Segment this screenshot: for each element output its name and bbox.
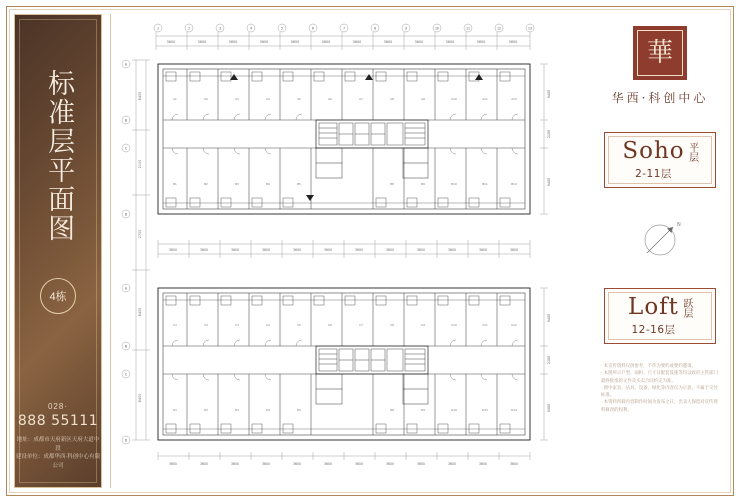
svg-text:A: A [124,62,128,67]
address-line-2: 建设单位：成都华西·科创中心有限公司 [15,454,101,470]
right-legend-column [596,26,724,476]
svg-text:D11: D11 [482,408,488,412]
svg-text:8: 8 [373,26,377,31]
svg-text:3600: 3600 [292,248,302,252]
svg-text:A10: A10 [451,97,457,101]
svg-text:D3: D3 [235,408,239,412]
svg-text:9: 9 [404,26,408,31]
svg-text:3600: 3600 [292,462,302,466]
svg-text:3600: 3600 [166,40,176,44]
svg-text:8400: 8400 [547,89,551,99]
svg-text:3600: 3600 [261,248,271,252]
svg-text:3600: 3600 [478,248,488,252]
soho-tag [604,132,716,188]
svg-text:11: 11 [465,26,471,31]
soho-tag-sub: 平层 [686,142,698,163]
svg-text:3600: 3600 [228,40,238,44]
svg-text:3600: 3600 [385,248,395,252]
svg-text:3600: 3600 [168,248,178,252]
svg-text:A12: A12 [511,97,517,101]
svg-text:3600: 3600 [445,40,455,44]
svg-text:A5: A5 [297,97,301,101]
svg-text:3600: 3600 [447,248,457,252]
svg-text:3600: 3600 [261,462,271,466]
svg-text:C10: C10 [451,323,457,327]
svg-text:3600: 3600 [259,40,269,44]
svg-text:3600: 3600 [508,40,518,44]
svg-text:13: 13 [527,26,533,31]
svg-text:3600: 3600 [383,40,393,44]
svg-text:2: 2 [187,26,191,31]
svg-text:2100: 2100 [547,129,551,139]
svg-text:B5: B5 [297,182,301,186]
svg-text:D: D [124,212,128,217]
logo-mark-icon: 華 [633,26,687,80]
svg-text:8400: 8400 [547,403,551,413]
svg-text:A9: A9 [421,97,425,101]
svg-text:C12: C12 [511,323,517,327]
svg-text:B: B [124,344,128,349]
loft-tag [604,288,716,344]
legal-line-2: · 本图所示户型、面积、尺寸及配套设施等均以政府主管部门最终批准的文件及买卖合同约定为准。 [601,370,718,383]
svg-text:1: 1 [156,26,160,31]
svg-text:8400: 8400 [547,313,551,323]
svg-text:C7: C7 [359,323,363,327]
svg-text:A3: A3 [235,97,239,101]
svg-text:4: 4 [249,26,253,31]
svg-text:D8: D8 [390,408,394,412]
svg-text:D: D [124,438,128,443]
svg-text:N: N [677,222,681,228]
page-title: 标准层平面图 [43,68,75,243]
svg-text:C4: C4 [266,323,270,327]
svg-text:3600: 3600 [290,40,300,44]
legal-line-3: · 图中家具、洁具、设备、绿化等内容仅为示意，不属于交付标准。 [601,384,718,398]
svg-text:7: 7 [342,26,346,31]
svg-text:3600: 3600 [230,248,240,252]
compass-icon [630,210,690,270]
svg-text:D10: D10 [451,408,457,412]
svg-text:B12: B12 [511,182,517,186]
loft-tag-main: Loft [628,294,679,321]
svg-text:B9: B9 [421,182,425,186]
svg-text:D5: D5 [297,408,301,412]
svg-text:D4: D4 [266,408,270,412]
svg-text:3600: 3600 [476,40,486,44]
soho-tag-range: 2-11层 [635,167,672,180]
svg-text:12: 12 [496,26,502,31]
svg-text:B3: B3 [235,182,239,186]
svg-text:A8: A8 [390,97,394,101]
svg-text:3600: 3600 [509,462,519,466]
address-line-1: 地址：成都市天府新区天府大道中段 [16,436,100,452]
svg-text:A7: A7 [359,97,363,101]
svg-text:8400: 8400 [138,393,142,403]
svg-text:2100: 2100 [138,159,142,169]
building-badge: 4栋 [40,278,76,314]
floorplan-drawing [120,20,590,480]
svg-text:3600: 3600 [354,462,364,466]
svg-text:B2: B2 [204,182,208,186]
svg-text:A: A [124,286,128,291]
svg-text:3600: 3600 [230,462,240,466]
svg-text:3600: 3600 [416,248,426,252]
svg-text:C2: C2 [204,323,208,327]
svg-text:B11: B11 [482,182,488,186]
vertical-divider [110,14,111,488]
svg-text:B: B [124,118,128,123]
svg-text:C: C [124,372,128,377]
svg-text:3600: 3600 [321,40,331,44]
svg-text:2100: 2100 [547,355,551,365]
svg-text:8400: 8400 [138,307,142,317]
svg-text:B4: B4 [266,182,270,186]
legal-line-4: · 本资料所载内容制作时间为发布之日，出卖人保留对宣传资料修改的权利。 [601,399,718,412]
svg-text:C6: C6 [328,323,332,327]
phone-number: 888 55111 [17,412,99,429]
svg-text:3600: 3600 [385,462,395,466]
svg-text:B8: B8 [390,182,394,186]
contact-block [15,402,101,471]
svg-text:5: 5 [280,26,284,31]
svg-text:A6: A6 [328,97,332,101]
svg-text:B10: B10 [451,182,457,186]
svg-text:D9: D9 [421,408,425,412]
svg-text:3600: 3600 [414,40,424,44]
svg-text:3600: 3600 [197,40,207,44]
phone-prefix: 028· [47,401,68,411]
legal-line-1: · 本宣传资料仅供参考，不作为要约或要约邀请。 [601,363,696,368]
svg-text:10: 10 [434,26,440,31]
svg-text:3600: 3600 [199,248,209,252]
loft-tag-sub: 跃层 [680,298,692,319]
svg-text:2700: 2700 [138,229,142,239]
svg-text:C1: C1 [173,323,177,327]
svg-text:D12: D12 [511,408,517,412]
svg-text:B1: B1 [173,182,177,186]
svg-text:3600: 3600 [416,462,426,466]
svg-text:C11: C11 [482,323,488,327]
svg-text:3600: 3600 [509,248,519,252]
svg-text:C3: C3 [235,323,239,327]
svg-text:A11: A11 [482,97,488,101]
brand-logo [601,26,719,106]
svg-text:A4: A4 [266,97,270,101]
svg-text:3: 3 [218,26,222,31]
svg-text:3600: 3600 [447,462,457,466]
svg-text:3600: 3600 [199,462,209,466]
svg-text:3600: 3600 [478,462,488,466]
svg-text:C: C [124,146,128,151]
svg-text:3600: 3600 [168,462,178,466]
svg-text:3600: 3600 [352,40,362,44]
svg-text:C8: C8 [390,323,394,327]
svg-text:C9: C9 [421,323,425,327]
legal-disclaimer [601,362,719,413]
svg-text:C5: C5 [297,323,301,327]
svg-text:6: 6 [311,26,315,31]
svg-text:A2: A2 [204,97,208,101]
loft-tag-range: 12-16层 [631,323,676,336]
svg-text:D1: D1 [173,408,177,412]
svg-text:8400: 8400 [547,177,551,187]
svg-text:3600: 3600 [323,462,333,466]
brand-name: 华西·科创中心 [611,91,709,105]
svg-text:3600: 3600 [323,248,333,252]
svg-text:D2: D2 [204,408,208,412]
left-title-panel [14,14,102,488]
svg-text:3600: 3600 [354,248,364,252]
svg-text:8400: 8400 [138,91,142,101]
svg-text:A1: A1 [173,97,177,101]
soho-tag-main: Soho [622,138,685,165]
